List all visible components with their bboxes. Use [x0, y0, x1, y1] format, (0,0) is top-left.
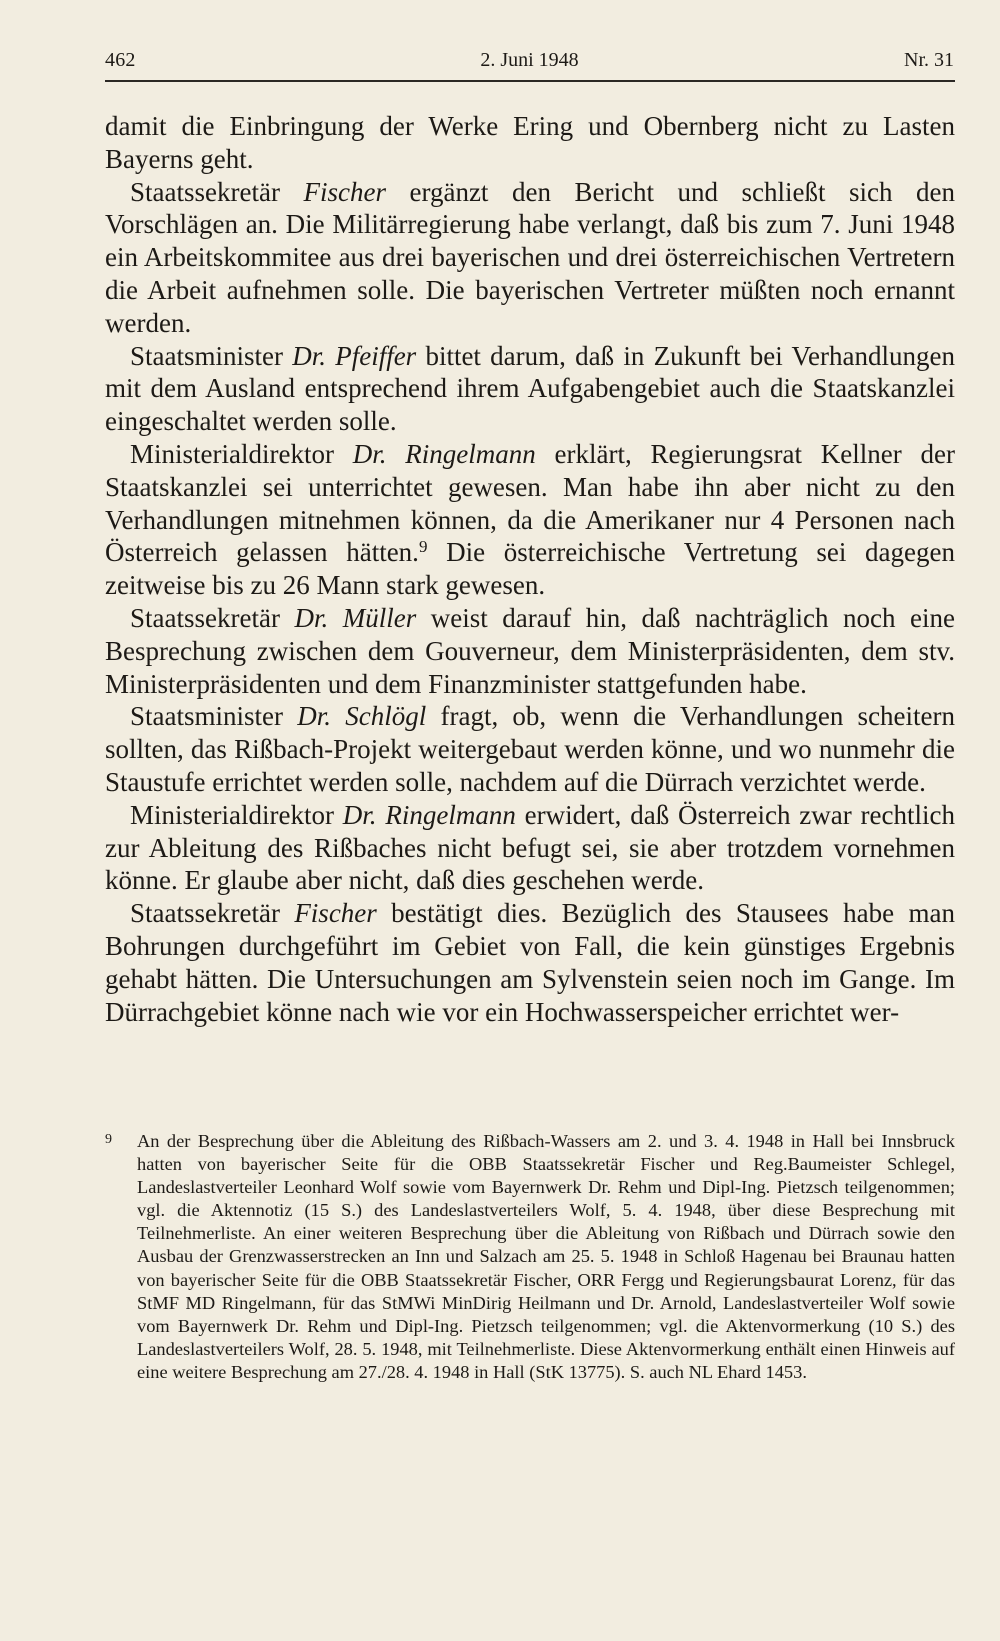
paragraph-text: ergänzt den Bericht und schließt sich den Vorschlägen an. Die Militärregierung habe verlangt, daß bis zum 7. Juni 1948 ein Arbeitskommitee aus drei bayerischen und drei österreichischen Vertretern die Arbeit aufnehmen solle. Die bayerischen Vertreter müßten noch ernannt werden. — [105, 176, 955, 338]
paragraph-text: bestätigt dies. Bezüglich des Stausees habe man Bohrungen durchgeführt im Gebiet von Fall, die kein günstiges Ergebnis gehabt hätten. Die Untersuchungen am Sylvenstein seien noch im Gange. Im Dürrachgebiet könne nach wie vor ein Hochwasserspeicher errichtet wer- — [105, 898, 955, 1027]
paragraph-text: damit die Einbringung der Werke Ering und Obernberg nicht zu Lasten Bayerns geht. — [105, 111, 955, 174]
header-date: 2. Juni 1948 — [480, 49, 579, 71]
speaker-name: Fischer — [303, 176, 386, 207]
paragraph-text: Staatsminister — [130, 340, 293, 371]
speaker-name: Dr. Schlögl — [297, 701, 427, 732]
speaker-name: Fischer — [294, 898, 377, 929]
paragraph-text: Staatsminister — [130, 701, 298, 732]
page-number: 462 — [105, 49, 136, 71]
paragraph-text: erwidert, daß Österreich zwar rechtlich zur Ableitung des Rißbaches nicht befugt sei, sie aber trotzdem vornehmen könne. Er glaube aber nicht, daß dies geschehen werde. — [105, 799, 955, 896]
paragraph — [105, 799, 955, 897]
paragraph — [105, 438, 955, 602]
speaker-name: Dr. Müller — [294, 602, 417, 633]
paragraph-text: Ministerialdirektor — [130, 438, 353, 469]
paragraph-text: Staatssekretär — [130, 176, 304, 207]
paragraph — [105, 602, 955, 700]
speaker-name: Dr. Pfeiffer — [292, 340, 417, 371]
paragraph — [105, 110, 955, 176]
header-rule — [105, 80, 955, 82]
paragraph-text: Staatssekretär — [130, 898, 295, 929]
paragraph — [105, 700, 955, 798]
paragraph-text: Staatssekretär — [130, 602, 295, 633]
footnote-marker: 9 — [105, 1132, 112, 1147]
paragraph-text: erklärt, Regierungsrat Kellner der Staatskanzlei sei unterrichtet gewesen. Man habe ihn aber nicht zu den Verhandlungen mitnehmen können, da die Amerikaner nur 4 Personen nach Österreich gelassen hätten. — [105, 438, 955, 568]
paragraph-text: bittet darum, daß in Zukunft bei Verhandlungen mit dem Ausland entsprechend ihrem Aufgabengebiet auch die Staatskanzlei eingeschaltet werden solle. — [105, 340, 955, 437]
footnote-text: An der Besprechung über die Ableitung des Rißbach-Wassers am 2. und 3. 4. 1948 in Hall bei Innsbruck hatten von bayerischer Seite für die OBB Staatssekretär Fischer und Reg.Baumeister Schlegel, Landeslastverteiler Leonhard Wolf sowie vom Bayernwerk Dr. Rehm und Dipl-Ing. Pietzsch teilgenommen; vgl. die Aktennotiz (15 S.) des Landeslastverteilers Wolf, 5. 4. 1948, über diese Besprechung mit Teilnehmerliste. An einer weiteren Besprechung über die Ableitung von Rißbach und Dürrach sowie den Ausbau der Grenzwasserstrecken an Inn und Salzach am 25. 5. 1948 in Schloß Hagenau bei Braunau hatten von bayerischer Seite für die OBB Staatssekretär Fischer, ORR Fergg und Regierungsbaurat Lorenz, für das StMF MD Ringelmann, für das StMWi MinDirig Heilmann und Dr. Arnold, Landeslastverteiler Wolf sowie vom Bayernwerk Dr. Rehm und Dipl-Ing. Pietzsch teilgenommen; vgl. die Aktenvormerkung (10 S.) des Landeslastverteilers Wolf, 28. 5. 1948, mit Teilnehmerliste. Diese Aktenvormerkung enthält einen Hinweis auf eine weitere Besprechung am 27./28. 4. 1948 in Hall (StK 13775). S. auch NL Ehard 1453. — [137, 1131, 955, 1382]
running-head — [105, 44, 954, 80]
paragraph — [105, 897, 955, 1028]
paragraph-text: fragt, ob, wenn die Verhandlungen scheitern sollten, das Rißbach-Projekt weitergebaut werden könne, und wo nunmehr die Staustufe errichtet werden solle, nachdem auf die Dürrach verzichtet werde. — [105, 701, 956, 797]
paragraph — [105, 340, 955, 438]
document-number: Nr. 31 — [904, 49, 954, 71]
paragraph-text: Ministerialdirektor — [130, 799, 343, 830]
footnotes-section — [105, 1130, 955, 1384]
paragraph-text: Die österreichische Vertretung sei dagegen zeitweise bis zu 26 Mann stark gewesen. — [105, 537, 955, 601]
speaker-name: Dr. Ringelmann — [352, 438, 536, 469]
footnote-reference: 9 — [418, 537, 428, 557]
speaker-name: Dr. Ringelmann — [342, 799, 516, 830]
footnote — [105, 1130, 955, 1384]
paragraph — [105, 176, 955, 340]
main-text — [105, 110, 955, 1028]
paragraph-text: weist darauf hin, daß nachträglich noch eine Besprechung zwischen dem Gouverneur, dem Ministerpräsidenten, dem stv. Ministerpräsidenten und dem Finanzminister stattgefunden habe. — [105, 602, 956, 699]
